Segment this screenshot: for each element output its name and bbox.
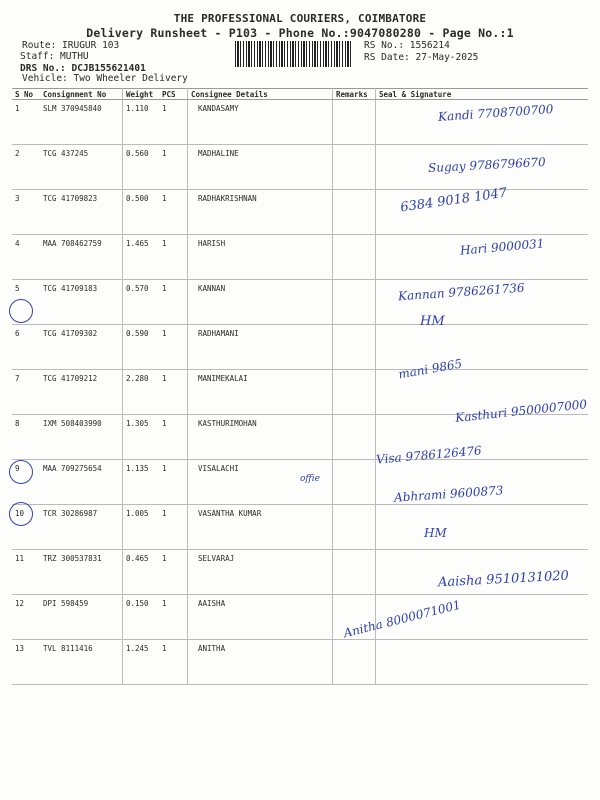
cell-consignment-no: MAA 708462759 (40, 235, 123, 280)
cell-consignee: KANNAN (188, 280, 333, 325)
col-pcs: PCS (159, 89, 188, 100)
signature-1: Kandi 7708700700 (437, 101, 554, 125)
cell-weight: 0.500 (123, 190, 160, 235)
cell-consignee: MANIMEKALAI (188, 370, 333, 415)
cell-signature (376, 325, 589, 370)
cell-remarks (333, 550, 376, 595)
signature-2: Sugay 9786796670 (427, 154, 547, 176)
cell-consignment-no: SLM 370945840 (40, 100, 123, 145)
cell-sno: 5 (12, 280, 40, 325)
table-row (12, 640, 588, 685)
cell-pcs: 1 (159, 370, 188, 415)
cell-consignee: VISALACHI (188, 460, 333, 505)
table-row (12, 505, 588, 550)
signature-6: HM (420, 314, 445, 329)
table-row (12, 415, 588, 460)
cell-consignee: MADHALINE (188, 145, 333, 190)
cell-pcs: 1 (159, 100, 188, 145)
cell-pcs: 1 (159, 415, 188, 460)
cell-pcs: 1 (159, 325, 188, 370)
cell-remarks (333, 325, 376, 370)
cell-remarks (333, 280, 376, 325)
cell-weight: 0.560 (123, 145, 160, 190)
row-6-circle-mark (9, 299, 33, 323)
cell-consignment-no: TRZ 300537831 (40, 550, 123, 595)
cell-sno: 1 (12, 100, 40, 145)
cell-weight: 2.280 (123, 370, 160, 415)
cell-consignment-no: TCG 41709302 (40, 325, 123, 370)
col-signature: Seal & Signature (376, 89, 589, 100)
drs-number: DRS No.: DCJB155621401 (20, 63, 146, 74)
cell-pcs: 1 (159, 280, 188, 325)
cell-weight: 1.110 (123, 100, 160, 145)
staff-label: Staff: MUTHU (20, 51, 89, 62)
cell-sno: 12 (12, 595, 40, 640)
cell-remarks (333, 145, 376, 190)
cell-remarks (333, 460, 376, 505)
cell-sno: 2 (12, 145, 40, 190)
signature-5: Kannan 9786261736 (397, 280, 525, 304)
table-row (12, 595, 588, 640)
office-note: offie (300, 474, 320, 484)
cell-sno: 4 (12, 235, 40, 280)
vehicle-label: Vehicle: Two Wheeler Delivery (22, 73, 188, 84)
cell-consignee: RADHAMANI (188, 325, 333, 370)
cell-remarks (333, 640, 376, 685)
signature-12: Aaisha 9510131020 (437, 568, 570, 591)
cell-consignee: RADHAKRISHNAN (188, 190, 333, 235)
cell-consignment-no: MAA 709275654 (40, 460, 123, 505)
cell-weight: 0.150 (123, 595, 160, 640)
cell-sno: 3 (12, 190, 40, 235)
cell-pcs: 1 (159, 550, 188, 595)
cell-consignment-no: TCR 30286987 (40, 505, 123, 550)
signature-10: Abhrami 9600873 (393, 483, 504, 505)
cell-consignment-no: IXM 508403990 (40, 415, 123, 460)
cell-signature (376, 505, 589, 550)
cell-consignment-no: TVL 8111416 (40, 640, 123, 685)
rs-date: RS Date: 27-May-2025 (364, 52, 479, 63)
cell-sno: 9 (12, 460, 40, 505)
cell-consignee: KASTHURIMOHAN (188, 415, 333, 460)
cell-pcs: 1 (159, 460, 188, 505)
cell-sno: 8 (12, 415, 40, 460)
table-header-row (12, 89, 588, 100)
cell-pcs: 1 (159, 640, 188, 685)
cell-remarks (333, 415, 376, 460)
signature-3: 6384 9018 1047 (399, 185, 509, 216)
cell-remarks (333, 190, 376, 235)
col-weight: Weight (123, 89, 160, 100)
signature-9: Visa 9786126476 (375, 443, 483, 467)
cell-consignment-no: DPI 598459 (40, 595, 123, 640)
col-consignment: Consignment No (40, 89, 123, 100)
company-title: THE PROFESSIONAL COURIERS, COIMBATORE (173, 12, 427, 25)
cell-sno: 10 (12, 505, 40, 550)
col-consignee: Consignee Details (188, 89, 333, 100)
cell-consignee: AAISHA (188, 595, 333, 640)
cell-sno: 6 (12, 325, 40, 370)
cell-consignee: HARISH (188, 235, 333, 280)
cell-pcs: 1 (159, 505, 188, 550)
cell-consignment-no: TCG 41709183 (40, 280, 123, 325)
cell-pcs: 1 (159, 235, 188, 280)
cell-remarks (333, 100, 376, 145)
signature-13: Anitha 8000071001 (342, 597, 463, 641)
table-row (12, 325, 588, 370)
cell-weight: 0.465 (123, 550, 160, 595)
signature-4: Hari 9000031 (459, 236, 545, 258)
col-remarks: Remarks (333, 89, 376, 100)
cell-consignee: SELVARAJ (188, 550, 333, 595)
cell-sno: 11 (12, 550, 40, 595)
cell-signature (376, 640, 589, 685)
cell-sno: 7 (12, 370, 40, 415)
cell-consignment-no: TCG 41709212 (40, 370, 123, 415)
cell-sno: 13 (12, 640, 40, 685)
cell-remarks (333, 370, 376, 415)
cell-pcs: 1 (159, 190, 188, 235)
row-10-circle-mark (9, 460, 33, 484)
signature-11: HM (424, 526, 447, 540)
cell-weight: 1.245 (123, 640, 160, 685)
rs-number: RS No.: 1556214 (364, 40, 450, 51)
cell-consignee: ANITHA (188, 640, 333, 685)
cell-consignee: VASANTHA KUMAR (188, 505, 333, 550)
barcode-image (235, 41, 353, 67)
cell-weight: 1.465 (123, 235, 160, 280)
row-11-circle-mark (9, 502, 33, 526)
cell-remarks (333, 505, 376, 550)
route-label: Route: IRUGUR 103 (22, 40, 120, 51)
cell-pcs: 1 (159, 145, 188, 190)
signature-8: Kasthuri 9500007000 (454, 397, 588, 425)
delivery-table (12, 88, 588, 685)
cell-weight: 1.005 (123, 505, 160, 550)
cell-consignee: KANDASAMY (188, 100, 333, 145)
cell-consignment-no: TCG 41709823 (40, 190, 123, 235)
signature-7: mani 9865 (397, 356, 464, 382)
cell-weight: 0.590 (123, 325, 160, 370)
cell-consignment-no: TCG 437245 (40, 145, 123, 190)
cell-weight: 1.305 (123, 415, 160, 460)
runsheet-subtitle: Delivery Runsheet - P103 - Phone No.:9047080280 - Page No.:1 (86, 26, 514, 40)
col-sno: S No (12, 89, 40, 100)
cell-weight: 0.570 (123, 280, 160, 325)
cell-weight: 1.135 (123, 460, 160, 505)
cell-pcs: 1 (159, 595, 188, 640)
cell-remarks (333, 235, 376, 280)
